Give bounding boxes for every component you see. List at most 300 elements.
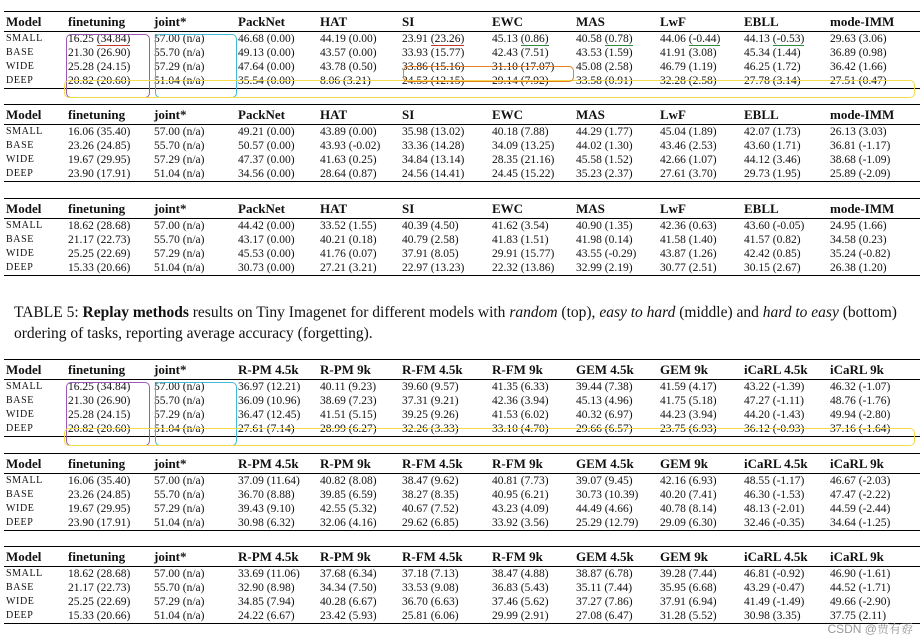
underlined-value: (-0.53) [772, 33, 805, 45]
table-cell: 51.04 (n/a) [154, 75, 205, 87]
caption-text-2: (top), [557, 304, 600, 321]
table-cell: 42.16 (6.93) [660, 475, 717, 487]
table-header-row [4, 199, 920, 219]
table-cell: 32.28 (2.58) [660, 75, 717, 87]
table-cell: 24.53 (12.15) [402, 75, 465, 87]
table-row [4, 167, 920, 182]
table-cell: 16.06 (35.40) [68, 475, 131, 487]
table-cell: 26.13 (3.03) [830, 126, 887, 138]
table-cell: 40.58 (0.78) [576, 33, 633, 45]
table-cell: 36.70 (6.63) [402, 596, 459, 608]
column-header: EBLL [744, 14, 779, 29]
table-cell: 30.98 (6.32) [238, 517, 295, 529]
column-header: EBLL [744, 201, 779, 216]
column-header: mode-IMM [830, 201, 895, 216]
table-cell: 45.53 (0.00) [238, 248, 295, 260]
table-cell: 36.81 (-1.17) [830, 140, 891, 152]
table-cell: 57.29 (n/a) [154, 596, 205, 608]
table-cell: 55.70 (n/a) [154, 395, 205, 407]
column-header: iCaRL 9k [830, 362, 884, 377]
table-cell: 57.00 (n/a) [154, 475, 205, 487]
results-table-3 [4, 198, 920, 276]
table-cell: 33.58 (0.91) [576, 75, 633, 87]
model-name-cell: SMALL [6, 220, 43, 231]
table-cell: 40.20 (7.41) [660, 489, 717, 501]
caption-italic-1: random [509, 304, 558, 321]
table-cell: 41.98 (0.14) [576, 234, 633, 246]
table-cell: 37.09 (11.64) [238, 475, 300, 487]
table-cell: 45.04 (1.89) [660, 126, 717, 138]
table-cell: 35.95 (6.68) [660, 582, 717, 594]
table-cell: 41.91 (3.08) [660, 47, 717, 59]
table-header-row [4, 360, 920, 380]
table-cell: 27.08 (6.47) [576, 610, 633, 622]
table-cell: 28.99 (6.27) [320, 423, 377, 435]
table-cell: 35.24 (-0.82) [830, 248, 891, 260]
table-cell: 43.55 (-0.29) [576, 248, 637, 260]
table-row [4, 233, 920, 247]
model-name-cell: DEEP [6, 423, 34, 434]
table-cell: 20.82 (20.60) [68, 423, 131, 435]
column-header: SI [402, 107, 415, 122]
column-header: PackNet [238, 14, 285, 29]
table-row [4, 60, 920, 74]
table-cell: 37.91 (6.94) [660, 596, 717, 608]
table-cell: 49.21 (0.00) [238, 126, 295, 138]
table-cell: 18.62 (28.68) [68, 220, 131, 232]
table-cell: 30.77 (2.51) [660, 262, 717, 274]
caption-text-1: results on Tiny Imagenet for different models with [188, 304, 510, 321]
column-header: mode-IMM [830, 14, 895, 29]
column-header: GEM 9k [660, 456, 709, 471]
table-cell: 50.57 (0.00) [238, 140, 295, 152]
table-cell: 41.83 (1.51) [492, 234, 549, 246]
table-cell: 27.61 (3.70) [660, 168, 717, 180]
table-cell: 44.42 (0.00) [238, 220, 295, 232]
table-cell: 21.30 (26.90) [68, 47, 131, 59]
table-cell: 55.70 (n/a) [154, 140, 205, 152]
underlined-value: (34.84) [96, 33, 131, 45]
table-cell: 23.90 (17.91) [68, 517, 131, 529]
table-cell: 57.00 (n/a) [154, 33, 205, 45]
table-cell: 33.36 (14.28) [402, 140, 465, 152]
table-row [4, 153, 920, 167]
table-cell: 27.51 (0.47) [830, 75, 887, 87]
table-cell: 37.46 (5.62) [492, 596, 549, 608]
column-header: joint* [154, 14, 187, 29]
table-cell: 35.11 (7.44) [576, 582, 633, 594]
table-cell: 36.09 (10.96) [238, 395, 301, 407]
table-cell: 24.56 (14.41) [402, 168, 465, 180]
table-cell: 16.25 (34.84) [68, 33, 131, 45]
underlined-value: (0.78) [604, 33, 633, 45]
table-cell: 40.90 (1.35) [576, 220, 633, 232]
table-header-row [4, 547, 920, 567]
table-cell: 48.76 (-1.76) [830, 395, 891, 407]
model-name-cell: SMALL [6, 126, 43, 137]
table-header-row [4, 12, 920, 32]
column-header: R-PM 4.5k [238, 362, 299, 377]
underlined-value: (-0.44) [688, 33, 721, 45]
column-header: R-FM 4.5k [402, 362, 463, 377]
table-cell: 35.98 (13.02) [402, 126, 465, 138]
table-cell: 43.17 (0.00) [238, 234, 295, 246]
table-cell: 39.85 (6.59) [320, 489, 377, 501]
table-cell: 36.83 (5.43) [492, 582, 549, 594]
underlined-value: (0.86) [520, 33, 549, 45]
table-cell: 44.52 (-1.71) [830, 582, 891, 594]
caption-title: Replay methods [82, 304, 189, 321]
table-cell: 23.90 (17.91) [68, 168, 131, 180]
column-header: Model [6, 549, 42, 564]
table-cell: 22.97 (13.23) [402, 262, 465, 274]
table-row [4, 380, 920, 395]
table-row [4, 609, 920, 624]
table-cell: 46.90 (-1.61) [830, 568, 891, 580]
table-cell: 57.00 (n/a) [154, 568, 205, 580]
table-row [4, 595, 920, 609]
column-header: EWC [492, 107, 524, 122]
column-header: joint* [154, 549, 187, 564]
table-cell: 57.29 (n/a) [154, 61, 205, 73]
column-header: iCaRL 4.5k [744, 549, 808, 564]
table-cell: 18.62 (28.68) [68, 568, 131, 580]
table-cell: 43.46 (2.53) [660, 140, 717, 152]
table-cell: 25.25 (22.69) [68, 248, 131, 260]
caption-italic-3: hard to easy [762, 304, 839, 321]
table-cell: 28.35 (21.16) [492, 154, 555, 166]
table-cell: 43.60 (1.71) [744, 140, 801, 152]
table-cell: 34.58 (0.23) [830, 234, 887, 246]
table-header-row [4, 105, 920, 125]
table-cell: 25.25 (22.69) [68, 596, 131, 608]
column-header: R-FM 9k [492, 549, 543, 564]
table-cell: 57.00 (n/a) [154, 126, 205, 138]
table-cell: 32.06 (4.16) [320, 517, 377, 529]
table-cell: 49.66 (-2.90) [830, 596, 891, 608]
table-cell: 21.17 (22.73) [68, 582, 131, 594]
table-cell: 37.68 (6.34) [320, 568, 377, 580]
table-cell: 45.13 (4.96) [576, 395, 633, 407]
table-cell: 31.28 (5.52) [660, 610, 717, 622]
table-row [4, 567, 920, 582]
table-cell: 27.61 (7.14) [238, 423, 295, 435]
table-cell: 29.62 (6.85) [402, 517, 459, 529]
model-name-cell: BASE [6, 489, 34, 500]
column-header: finetuning [68, 362, 126, 377]
caption-text-4: (bottom) ordering of tasks, reporting average accuracy (forgetting). [14, 304, 897, 342]
table-cell: 33.52 (1.55) [320, 220, 377, 232]
column-header: iCaRL 4.5k [744, 456, 808, 471]
table-cell: 42.42 (0.85) [744, 248, 801, 260]
table-cell: 51.04 (n/a) [154, 262, 205, 274]
table-cell: 32.99 (2.19) [576, 262, 633, 274]
table-cell: 36.70 (8.88) [238, 489, 295, 501]
table-cell: 30.73 (10.39) [576, 489, 639, 501]
table-cell: 44.20 (-1.43) [744, 409, 805, 421]
table-cell: 24.45 (15.22) [492, 168, 555, 180]
column-header: LwF [660, 14, 686, 29]
column-header: Model [6, 201, 42, 216]
column-header: R-FM 4.5k [402, 456, 463, 471]
column-header: SI [402, 14, 415, 29]
column-header: EWC [492, 201, 524, 216]
table-cell: 38.27 (8.35) [402, 489, 459, 501]
table-cell: 43.78 (0.50) [320, 61, 377, 73]
table-cell: 44.13 (-0.53) [744, 33, 805, 45]
table-row [4, 125, 920, 140]
column-header: HAT [320, 107, 348, 122]
model-name-cell: DEEP [6, 75, 34, 86]
table-cell: 44.02 (1.30) [576, 140, 633, 152]
table-cell: 43.87 (1.26) [660, 248, 717, 260]
column-header: R-PM 9k [320, 362, 371, 377]
table-cell: 51.04 (n/a) [154, 610, 205, 622]
table-cell: 39.60 (9.57) [402, 381, 459, 393]
column-header: GEM 4.5k [576, 456, 634, 471]
table-cell: 15.33 (20.66) [68, 610, 131, 622]
column-header: finetuning [68, 549, 126, 564]
column-header: GEM 4.5k [576, 362, 634, 377]
table-cell: 47.47 (-2.22) [830, 489, 891, 501]
table-cell: 40.11 (9.23) [320, 381, 377, 393]
table-cell: 41.76 (0.07) [320, 248, 377, 260]
table-cell: 33.69 (11.06) [238, 568, 300, 580]
table-row [4, 422, 920, 437]
model-name-cell: SMALL [6, 475, 43, 486]
table-caption [14, 302, 910, 344]
table-cell: 57.29 (n/a) [154, 503, 205, 515]
table-cell: 25.28 (24.15) [68, 61, 131, 73]
watermark: CSDN @贾有孬 [827, 622, 913, 636]
table-cell: 57.00 (n/a) [154, 220, 205, 232]
table-cell: 40.67 (7.52) [402, 503, 459, 515]
column-header: R-FM 9k [492, 362, 543, 377]
table-cell: 57.29 (n/a) [154, 154, 205, 166]
table-row [4, 247, 920, 261]
table-cell: 39.28 (7.44) [660, 568, 717, 580]
table-cell: 39.43 (9.10) [238, 503, 295, 515]
table-cell: 20.82 (20.60) [68, 75, 131, 87]
model-name-cell: DEEP [6, 168, 34, 179]
table-row [4, 394, 920, 408]
table-cell: 43.60 (-0.05) [744, 220, 805, 232]
column-header: R-PM 4.5k [238, 549, 299, 564]
table-cell: 46.79 (1.19) [660, 61, 717, 73]
table-cell: 40.79 (2.58) [402, 234, 459, 246]
table-cell: 38.69 (7.23) [320, 395, 377, 407]
table-cell: 27.21 (3.21) [320, 262, 377, 274]
table-cell: 23.42 (5.93) [320, 610, 377, 622]
table-cell: 34.85 (7.94) [238, 596, 295, 608]
column-header: GEM 4.5k [576, 549, 634, 564]
table-cell: 31.10 (17.07) [492, 61, 555, 73]
column-header: GEM 9k [660, 362, 709, 377]
table-cell: 46.25 (1.72) [744, 61, 801, 73]
table-cell: 51.04 (n/a) [154, 423, 205, 435]
table-cell: 57.29 (n/a) [154, 409, 205, 421]
column-header: EWC [492, 14, 524, 29]
table-cell: 36.97 (12.21) [238, 381, 301, 393]
table-cell: 30.73 (0.00) [238, 262, 295, 274]
table-cell: 23.26 (24.85) [68, 489, 131, 501]
table-cell: 43.57 (0.00) [320, 47, 377, 59]
column-header: mode-IMM [830, 107, 895, 122]
model-name-cell: WIDE [6, 248, 35, 259]
column-header: LwF [660, 201, 686, 216]
table-cell: 25.29 (12.79) [576, 517, 639, 529]
table-cell: 57.29 (n/a) [154, 248, 205, 260]
results-table-4 [4, 359, 920, 437]
table-row [4, 74, 920, 89]
table-cell: 43.93 (-0.02) [320, 140, 381, 152]
table-cell: 34.56 (0.00) [238, 168, 295, 180]
table-cell: 32.90 (8.98) [238, 582, 295, 594]
table-cell: 29.73 (1.95) [744, 168, 801, 180]
column-header: GEM 9k [660, 549, 709, 564]
table-cell: 44.49 (4.66) [576, 503, 633, 515]
column-header: MAS [576, 14, 605, 29]
table-cell: 15.33 (20.66) [68, 262, 131, 274]
table-cell: 43.29 (-0.47) [744, 582, 805, 594]
table-cell: 37.16 (-1.64) [830, 423, 891, 435]
model-name-cell: WIDE [6, 503, 35, 514]
model-name-cell: SMALL [6, 568, 43, 579]
column-header: R-PM 9k [320, 456, 371, 471]
column-header: R-FM 9k [492, 456, 543, 471]
table-cell: 23.26 (24.85) [68, 140, 131, 152]
table-cell: 29.99 (2.91) [492, 610, 549, 622]
table-cell: 43.22 (-1.39) [744, 381, 805, 393]
table-cell: 40.28 (6.67) [320, 596, 377, 608]
column-header: iCaRL 4.5k [744, 362, 808, 377]
table-row [4, 581, 920, 595]
column-header: Model [6, 107, 42, 122]
column-header: EBLL [744, 107, 779, 122]
column-header: joint* [154, 456, 187, 471]
table-row [4, 139, 920, 153]
table-cell: 46.67 (-2.03) [830, 475, 891, 487]
column-header: Model [6, 14, 42, 29]
table-cell: 40.39 (4.50) [402, 220, 459, 232]
column-header: finetuning [68, 456, 126, 471]
model-name-cell: BASE [6, 140, 34, 151]
column-header: Model [6, 362, 42, 377]
results-table-6 [4, 546, 920, 624]
table-cell: 44.23 (3.94) [660, 409, 717, 421]
table-cell: 41.62 (3.54) [492, 220, 549, 232]
table-cell: 42.55 (5.32) [320, 503, 377, 515]
table-row [4, 502, 920, 516]
model-name-cell: SMALL [6, 381, 43, 392]
table-cell: 41.51 (5.15) [320, 409, 377, 421]
model-name-cell: SMALL [6, 33, 43, 44]
table-cell: 57.00 (n/a) [154, 381, 205, 393]
table-cell: 37.91 (8.05) [402, 248, 459, 260]
model-name-cell: WIDE [6, 61, 35, 72]
table-cell: 19.67 (29.95) [68, 503, 131, 515]
table-cell: 35.54 (0.00) [238, 75, 295, 87]
table-cell: 33.53 (9.08) [402, 582, 459, 594]
model-name-cell: DEEP [6, 262, 34, 273]
table-row [4, 516, 920, 531]
column-header: MAS [576, 107, 605, 122]
table-cell: 51.04 (n/a) [154, 517, 205, 529]
table-cell: 55.70 (n/a) [154, 47, 205, 59]
results-table-5 [4, 453, 920, 531]
table-row [4, 46, 920, 60]
table-cell: 37.18 (7.13) [402, 568, 459, 580]
column-header: joint* [154, 201, 187, 216]
column-header: R-PM 9k [320, 549, 371, 564]
table-row [4, 32, 920, 47]
model-name-cell: WIDE [6, 154, 35, 165]
table-cell: 23.91 (23.26) [402, 33, 465, 45]
column-header: SI [402, 201, 415, 216]
table-cell: 34.34 (7.50) [320, 582, 377, 594]
column-header: PackNet [238, 107, 285, 122]
table-cell: 42.66 (1.07) [660, 154, 717, 166]
table-cell: 36.12 (-0.93) [744, 423, 805, 435]
table-cell: 22.32 (13.86) [492, 262, 555, 274]
table-cell: 29.14 (7.92) [492, 75, 549, 87]
column-header: Model [6, 456, 42, 471]
table-cell: 30.15 (2.67) [744, 262, 801, 274]
table-cell: 34.64 (-1.25) [830, 517, 891, 529]
table-cell: 43.89 (0.00) [320, 126, 377, 138]
model-name-cell: BASE [6, 234, 34, 245]
column-header: HAT [320, 201, 348, 216]
model-name-cell: BASE [6, 582, 34, 593]
table-cell: 44.06 (-0.44) [660, 33, 721, 45]
table-cell: 41.59 (4.17) [660, 381, 717, 393]
table-cell: 39.44 (7.38) [576, 381, 633, 393]
table-cell: 41.57 (0.82) [744, 234, 801, 246]
table-cell: 40.18 (7.88) [492, 126, 549, 138]
table-row [4, 408, 920, 422]
table-cell: 27.78 (3.14) [744, 75, 801, 87]
table-cell: 34.84 (13.14) [402, 154, 465, 166]
caption-text-3: (middle) and [675, 304, 763, 321]
table-cell: 16.25 (34.84) [68, 381, 131, 393]
table-cell: 44.59 (-2.44) [830, 503, 891, 515]
table-cell: 37.27 (7.86) [576, 596, 633, 608]
table-cell: 36.89 (0.98) [830, 47, 887, 59]
table-cell: 24.95 (1.66) [830, 220, 887, 232]
table-cell: 25.81 (6.06) [402, 610, 459, 622]
table-cell: 55.70 (n/a) [154, 489, 205, 501]
table-cell: 41.53 (6.02) [492, 409, 549, 421]
table-cell: 45.34 (1.44) [744, 47, 801, 59]
table-cell: 21.17 (22.73) [68, 234, 131, 246]
column-header: PackNet [238, 201, 285, 216]
table-cell: 29.91 (15.77) [492, 248, 555, 260]
table-row [4, 261, 920, 276]
table-header-row [4, 454, 920, 474]
table-cell: 33.86 (15.16) [402, 61, 465, 73]
table-cell: 51.04 (n/a) [154, 168, 205, 180]
results-table-1 [4, 11, 920, 89]
table-cell: 41.35 (6.33) [492, 381, 549, 393]
model-name-cell: DEEP [6, 517, 34, 528]
table-cell: 55.70 (n/a) [154, 582, 205, 594]
table-cell: 25.89 (-2.09) [830, 168, 891, 180]
table-cell: 49.94 (-2.80) [830, 409, 891, 421]
table-cell: 35.23 (2.37) [576, 168, 633, 180]
table-cell: 41.58 (1.40) [660, 234, 717, 246]
table-cell: 36.47 (12.45) [238, 409, 301, 421]
table-cell: 46.32 (-1.07) [830, 381, 891, 393]
